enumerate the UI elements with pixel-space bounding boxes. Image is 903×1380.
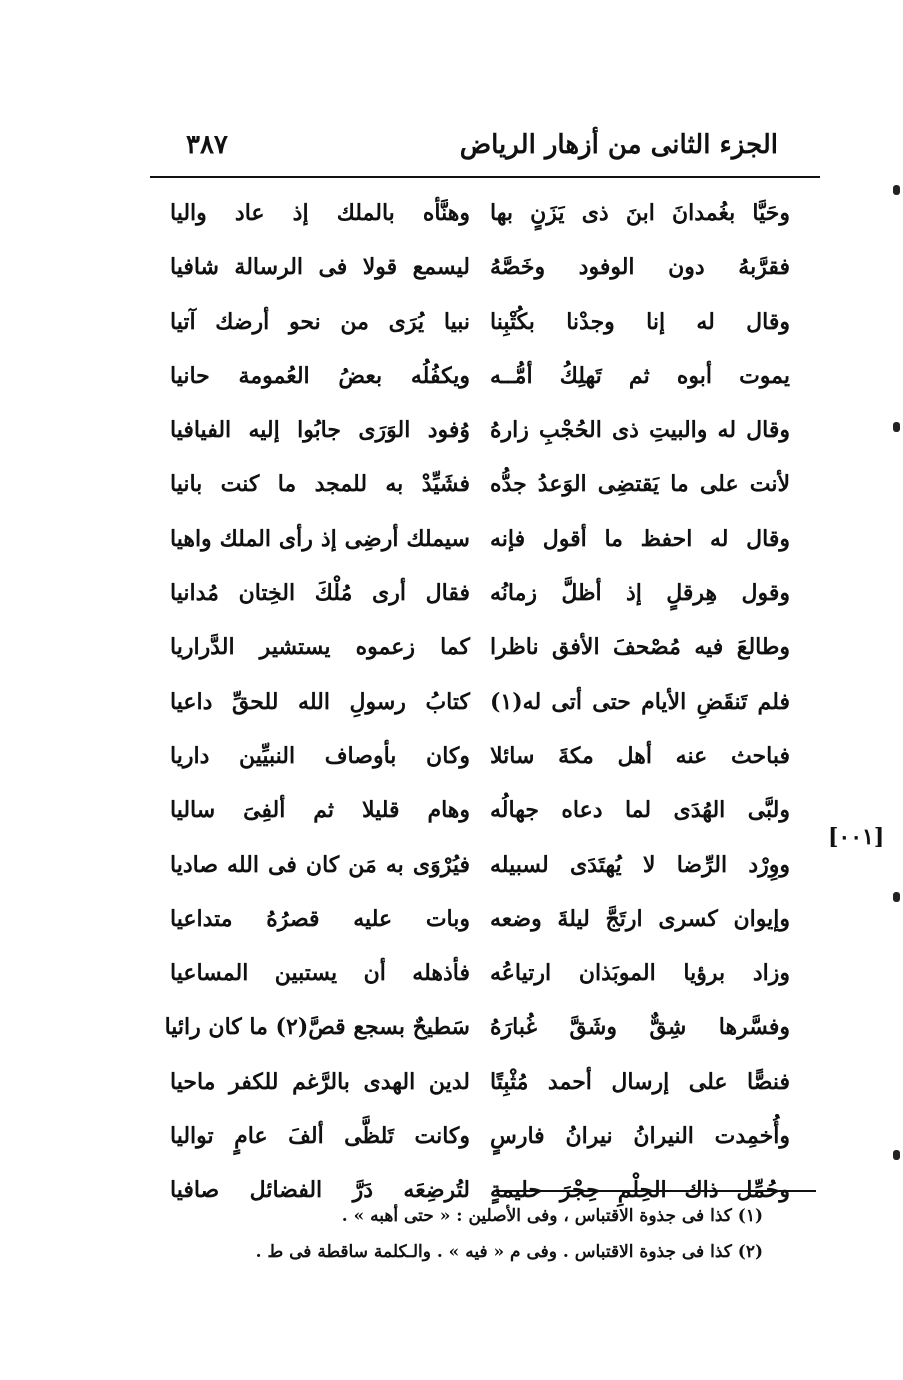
verse-line — [170, 952, 790, 1006]
verse-line — [170, 572, 790, 626]
margin-mark — [893, 422, 900, 432]
verse-first-hemistich: وطالعَ فيه مُصْحفَ الأفق ناظرا — [490, 634, 790, 661]
verse-second-hemistich: وُفود الوَرَى جابُوا إليه الفيافيا — [170, 417, 470, 444]
verse-first-hemistich: فقرَّبهُ دون الوفود وخَصَّهُ — [490, 254, 790, 281]
margin-reference: [٠٠١] — [828, 824, 885, 850]
running-title: الجزء الثانى من أزهار الرياض — [459, 130, 778, 160]
verse-second-hemistich: وبات عليه قصرُهُ متداعيا — [170, 905, 470, 932]
verse-line — [170, 789, 790, 843]
verse-line — [170, 898, 790, 952]
verse-second-hemistich: سَطيحٌ بسجع قصَّ(٢) ما كان رائيا — [164, 1014, 470, 1041]
verse-second-hemistich: وهنَّأه بالملك إذ عاد واليا — [170, 200, 470, 226]
verse-line — [170, 192, 790, 246]
verse-second-hemistich: وهام قليلا ثم ألفِىَ ساليا — [170, 797, 470, 824]
verse-first-hemistich: وفسَّرها شِقٌّ وشَقَّ غُبارَهُ — [490, 1014, 790, 1041]
verse-second-hemistich: كما زعموه يستشير الدَّراريا — [170, 634, 470, 661]
verse-first-hemistich: وقال له والبيتِ ذى الحُجْبِ زارهُ — [490, 417, 790, 444]
verse-line — [170, 518, 790, 572]
verse-second-hemistich: فشَيِّدْ به للمجد ما كنت بانيا — [170, 471, 470, 498]
verse-second-hemistich: ويكفُلُه بعضُ العُمومة حانيا — [170, 362, 470, 389]
verse-first-hemistich: فباحث عنه أهل مكةَ سائلا — [490, 742, 790, 769]
page-number: ٣٨٧ — [186, 130, 228, 160]
verse-first-hemistich: وقول هِرقلٍ إذ أظلَّ زمانُه — [490, 580, 790, 607]
verse-second-hemistich: ليسمع قولا فى الرسالة شافيا — [170, 254, 470, 281]
verse-second-hemistich: نبيا يُرَى من نحو أرضك آتيا — [170, 308, 470, 335]
verse-second-hemistich: وكان بأوصاف النبيِّين داريا — [170, 742, 470, 769]
verse-second-hemistich: فأذهله أن يستبين المساعيا — [170, 960, 470, 987]
verse-line — [170, 463, 790, 517]
verse-line — [170, 1061, 790, 1115]
verse-first-hemistich: وقال له احفظ ما أقول فإنه — [490, 525, 790, 552]
verse-line — [170, 1115, 790, 1169]
footnote: (٢) كذا فى جذوة الاقتباس . وفى م « فيه » . والـكلمة ساقطة فى ط . — [255, 1242, 763, 1262]
verse-line — [170, 301, 790, 355]
verse-second-hemistich: كتابُ رسولِ الله للحقِّ داعيا — [170, 688, 470, 715]
verse-first-hemistich: يموت أبوه ثم تَهلِكُ أمُّــه — [490, 362, 790, 389]
verse-line — [170, 355, 790, 409]
verse-second-hemistich: وكانت تَلظَّى ألفَ عامٍ تواليا — [170, 1123, 470, 1150]
footnote: (١) كذا فى جذوة الاقتباس ، وفى الأصلين : « حتى أهبه » . — [341, 1206, 763, 1226]
verse-second-hemistich: لتُرضِعَه دَرَّ الفضائل صافيا — [170, 1177, 470, 1204]
verse-second-hemistich: سيملك أرضِى إذ رأى الملك واهيا — [170, 525, 470, 552]
header-rule — [150, 176, 820, 178]
verse-first-hemistich: وزاد برؤيا الموبَذان ارتياعُه — [490, 960, 790, 987]
margin-mark — [893, 892, 900, 902]
verse-first-hemistich: وإيوان كسرى ارتَجَّ ليلةَ وضعه — [490, 905, 790, 932]
margin-mark — [893, 185, 900, 195]
verse-first-hemistich: وقال له إنا وجدْنا بكُتْبِنا — [490, 308, 790, 335]
margin-mark — [893, 1150, 900, 1160]
poem-body — [164, 192, 790, 1224]
verse-first-hemistich: وحُمِّل ذاك الحِلْمِ حِجْرَ حليمةٍ — [490, 1177, 790, 1204]
page-header — [150, 130, 818, 174]
verse-first-hemistich: لأنت على ما يَقتضِى الوَعدُ جدُّه — [490, 471, 790, 498]
footnotes — [203, 1206, 763, 1278]
verse-line — [164, 1006, 790, 1060]
verse-line — [170, 681, 790, 735]
verse-second-hemistich: فيُرْوَى به مَن كان فى الله صاديا — [170, 851, 470, 878]
verse-line — [170, 626, 790, 680]
verse-second-hemistich: لدين الهدى بالرَّغم للكفر ماحيا — [170, 1068, 470, 1095]
footnote-rule — [494, 1190, 816, 1192]
verse-second-hemistich: فقال أرى مُلْكَ الخِتان مُدانيا — [170, 580, 470, 607]
verse-first-hemistich: وحَيَّا بغُمدانَ ابنَ ذى يَزَنٍ بها — [490, 200, 790, 226]
verse-first-hemistich: ولبَّى الهُدَى لما دعاه جهالُه — [490, 797, 790, 824]
verse-first-hemistich: فنصًّا على إرسال أحمد مُثْبِتًا — [490, 1068, 790, 1095]
verse-first-hemistich: وأُخمِدت النيرانُ نيرانُ فارسٍ — [490, 1123, 790, 1150]
verse-line — [170, 844, 790, 898]
verse-line — [170, 735, 790, 789]
verse-line — [170, 246, 790, 300]
verse-first-hemistich: ووِرْد الرِّضا لا يُهتَدَى لسبيله — [490, 851, 790, 878]
verse-line — [170, 409, 790, 463]
verse-first-hemistich: فلم تَنقَضِ الأيام حتى أتى له(١) — [490, 688, 790, 715]
